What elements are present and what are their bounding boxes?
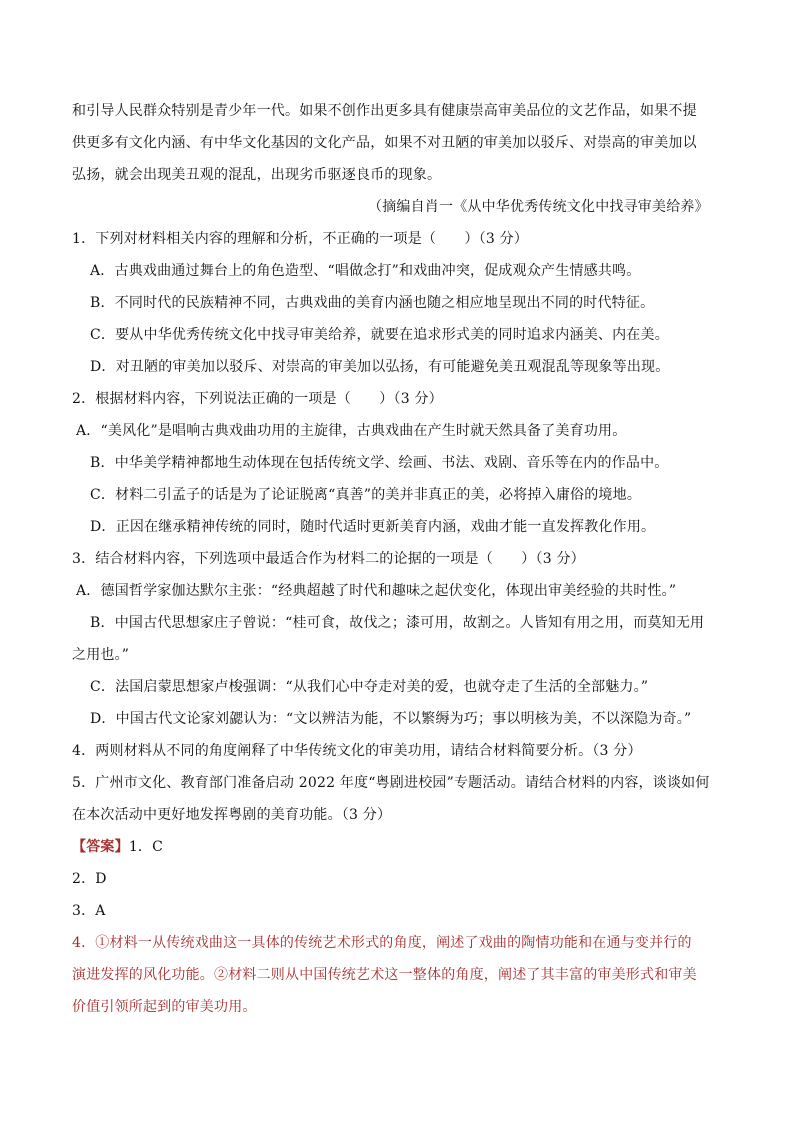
question-1-option-d: D．对丑陋的审美加以驳斥、对崇高的审美加以弘扬，有可能避免美丑观混乱等现象等出现。	[90, 359, 670, 375]
answer-4-line-3: 价值引领所起到的审美功用。	[72, 999, 257, 1015]
answer-2: 2．D	[72, 871, 107, 887]
question-2-option-d: D．正因在继承精神传统的同时，随时代适时更新美育内涵，戏曲才能一直发挥教化作用。	[90, 519, 656, 535]
answer-1: 1．C	[128, 839, 164, 855]
passage-line-3: 弘扬，就会出现美丑观的混乱，出现劣币驱逐良币的现象。	[72, 167, 442, 183]
question-3-option-c: C．法国启蒙思想家卢梭强调：“从我们心中夺走对美的爱，也就夺走了生活的全部魅力。”	[90, 679, 649, 695]
question-3-option-b-line-2: 之用也。”	[72, 647, 130, 663]
question-4: 4．两则材料从不同的角度阐释了中华传统文化的审美功用，请结合材料简要分析。（3 分）	[72, 743, 642, 759]
passage-line-2: 供更多有文化内涵、有中华文化基因的文化产品，如果不对丑陋的审美加以驳斥、对崇高的审美加以	[72, 135, 697, 151]
question-5-line-1: 5．广州市文化、教育部门准备启动 2022 年度“粤剧进校园”专题活动。请结合材料的内容，谈谈如何	[72, 775, 710, 791]
passage-line-1: 和引导人民群众特别是青少年一代。如果不创作出更多具有健康崇高审美品位的文艺作品，如果不提	[72, 103, 697, 119]
question-3-stem: 3．结合材料内容，下列选项中最适合作为材料二的论据的一项是（ ）（3 分）	[72, 551, 585, 567]
answer-3: 3．A	[72, 903, 106, 919]
question-3-option-b-line-1: B．中国古代思想家庄子曾说：“桂可食，故伐之；漆可用，故割之。人皆知有用之用，而莫知无用	[90, 615, 705, 631]
question-2-option-a: A．“美风化”是唱响古典戏曲功用的主旋律，古典戏曲在产生时就天然具备了美育功用。	[76, 423, 627, 439]
question-2-option-b: B．中华美学精神都地生动体现在包括传统文学、绘画、书法、戏剧、音乐等在内的作品中。	[90, 455, 669, 471]
question-1-option-b: B．不同时代的民族精神不同，古典戏曲的美育内涵也随之相应地呈现出不同的时代特征。	[90, 295, 655, 311]
question-2-option-c: C．材料二引孟子的话是为了论证脱离“真善”的美并非真正的美，必将掉入庸俗的境地。	[90, 487, 642, 503]
question-1-stem: 1．下列对材料相关内容的理解和分析，不正确的一项是（ ）（3 分）	[72, 231, 529, 247]
question-5-line-2: 在本次活动中更好地发挥粤剧的美育功能。（3 分）	[72, 807, 392, 823]
answer-4-line-2: 演进发挥的风化功能。②材料二则从中国传统艺术这一整体的角度，阐述了其丰富的审美形式和审美	[72, 967, 697, 983]
question-2-stem: 2．根据材料内容，下列说法正确的一项是（ ）（3 分）	[72, 391, 443, 407]
question-1-option-a: A．古典戏曲通过舞台上的角色造型、“唱做念打”和戏曲冲突，促成观众产生情感共鸣。	[90, 263, 641, 279]
question-1-option-c: C．要从中华优秀传统文化中找寻审美给养，就要在追求形式美的同时追求内涵美、内在美。	[90, 327, 669, 343]
answer-label: 【答案】	[72, 839, 129, 855]
question-3-option-d: D．中国古代文论家刘勰认为：“文以辨洁为能，不以繁缛为巧；事以明核为美，不以深隐为奇。”	[90, 711, 692, 727]
answer-4-line-1: 4．①材料一从传统戏曲这一具体的传统艺术形式的角度，阐述了戏曲的陶情功能和在通与变并行的	[72, 935, 692, 951]
question-3-option-a: A．德国哲学家伽达默尔主张：“经典超越了时代和趣味之起伏变化，体现出审美经验的共时性。”	[76, 583, 677, 599]
passage-source: （摘编自肖一《从中华优秀传统文化中找寻审美给养》	[368, 199, 709, 215]
answer-row-1	[72, 837, 163, 857]
